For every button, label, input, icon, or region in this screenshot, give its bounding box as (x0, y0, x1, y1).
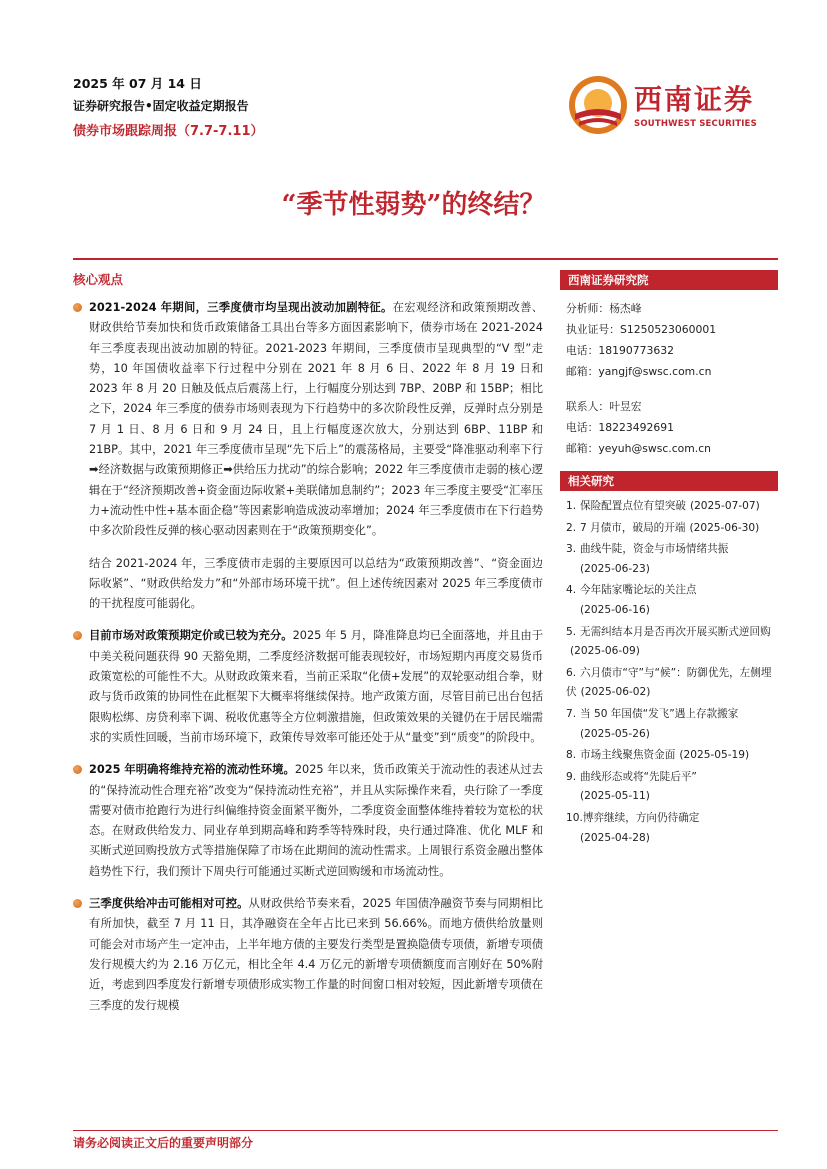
bullet-icon (73, 303, 82, 312)
related-index: 2. (566, 521, 577, 534)
footer-divider (73, 1130, 778, 1131)
related-date: (2025-05-26) (580, 727, 650, 740)
related-date: (2025-06-30) (689, 521, 760, 534)
contact-row (566, 340, 778, 361)
related-item[interactable] (566, 746, 778, 766)
report-type: 证券研究报告•固定收益定期报告 (73, 99, 249, 113)
contact-row (566, 396, 778, 417)
core-paragraph (73, 298, 543, 542)
core-paragraphs (73, 298, 543, 1016)
paragraph-text: 在宏观经济和政策预期改善、财政供给节奏加快和货币政策储备工具出台等多方面因素影响下，债券市场在 2021-2024 年三季度表现出波动加剧的特征。2021-2023 年期间，三季度债市呈现典型的“V 型”走势，10 年国债收益率下行过程中分别在 2021 年 8 月 6 日、2022 年 8 月 19 日和 2023 年 8 月 20 日触及低点后震荡上行，上行幅度分别达到 7BP、20BP 和 15BP；相比之下，2024 年三季度的债券市场则表现为下行趋势中的多次阶段性反弹，反弹时点分别是 7 月 1 日、8 月 6 日和 9 月 24 日，且上行幅度逐次放大，分别达到 6BP、11BP 和 21BP。其中，2021 年三季度债市呈现“先下后上”的震荡格局，主要受“降准驱动利率下行➡经济数据与政策预期修正➡供给压力扰动”的综合影响；2022 年三季度债市走弱的核心逻辑在于“经济预期改善+资金面边际收紧+美联储加息制约”；2023 年三季度主要受“汇率压力+流动性中性+基本面企稳”等因素影响造成波动率增加；2024 年三季度债市在下行趋势中多次阶段性反弹的核心驱动因素则在于“政策预期变化”。 (89, 301, 543, 538)
core-heading: 核心观点 (73, 272, 124, 287)
paragraph-lead: 目前市场对政策预期定价或已较为充分。 (89, 629, 293, 643)
contact-row (566, 319, 778, 340)
sun-logo-icon (567, 74, 629, 136)
contact-label: 联系人： (566, 400, 610, 413)
core-paragraph (73, 554, 543, 615)
related-title: 六月债市“守”与“候”：防御优先，左侧埋伏 (566, 666, 772, 699)
contact-row (566, 361, 778, 382)
related-date: (2025-07-07) (689, 500, 760, 512)
footer-disclaimer: 请务必阅读正文后的重要声明部分 (73, 1136, 254, 1150)
contact-block (560, 290, 778, 459)
sidebar (560, 270, 778, 850)
contact-row (566, 438, 778, 459)
paragraph-lead: 2025 年明确将维持充裕的流动性环境。 (89, 763, 295, 777)
related-item[interactable] (566, 540, 778, 579)
bullet-icon (73, 631, 82, 640)
paragraph-text: 2025 年 5 月，降准降息均已全面落地，并且由于中美关税问题获得 90 天豁免期，二季度经济数据可能表现较好，市场短期内再度交易货币政策宽松的可能性不大。从财政政策来看，当前正采取“化债+发展”的双轮驱动组合拳，财政与货币政策的协同性在此框架下大概率将继续保持。地产政策方面，尽管目前已出台包括限购松绑、房贷利率下调、税收优惠等全方位刺激措施，但政策效果的关键仍在于居民端需求的实质性回暖，当前市场环境下，政策传导效率可能还处于从“量变”到“质变”的阶段中。 (89, 629, 543, 744)
contact-label: 电话： (566, 421, 599, 434)
institute-heading: 西南证券研究院 (560, 270, 778, 290)
paragraph-lead: 2021-2024 年期间，三季度债市均呈现出波动加剧特征。 (89, 301, 393, 314)
logo-english: SOUTHWEST SECURITIES (634, 119, 757, 129)
related-date: (2025-06-23) (580, 562, 650, 575)
report-title: “季节性弱势”的终结？ (281, 190, 546, 220)
related-title: 市场主线聚焦资金面 (580, 749, 676, 762)
contact-value[interactable]: yeyuh@swsc.com.cn (598, 442, 712, 455)
core-paragraph (73, 894, 543, 1016)
related-date: (2025-05-19) (679, 749, 750, 762)
contact-value: 杨杰峰 (609, 302, 642, 315)
contact-label: 电话： (566, 344, 599, 357)
related-date: (2025-06-16) (580, 603, 650, 616)
contact-value[interactable]: yangjf@swsc.com.cn (598, 365, 712, 378)
related-index: 4. (566, 584, 577, 597)
related-index: 6. (566, 666, 577, 679)
header-divider (73, 258, 778, 260)
contact-label: 分析师： (566, 302, 610, 315)
main-column (73, 270, 543, 1028)
related-item[interactable] (566, 519, 778, 539)
contact-label: 执业证号： (566, 323, 620, 336)
related-item[interactable] (566, 768, 778, 807)
related-list (560, 491, 778, 848)
related-item[interactable] (566, 497, 778, 517)
contact-label: 邮箱： (566, 365, 599, 378)
related-index: 3. (566, 543, 577, 556)
related-item[interactable] (566, 623, 778, 662)
related-index: 5. (566, 625, 577, 638)
contact-value: S1250523060001 (619, 323, 717, 336)
related-index: 1. (566, 500, 577, 512)
bullet-icon (73, 899, 82, 908)
report-date: 2025 年 07 月 14 日 (73, 76, 202, 91)
related-date: (2025-05-11) (580, 790, 650, 803)
core-paragraph (73, 626, 543, 748)
related-title: 7 月债市，破局的开端 (580, 521, 686, 534)
related-title: 曲线牛陡，资金与市场情绪共振 (580, 543, 729, 556)
related-title: 今年陆家嘴论坛的关注点 (580, 584, 697, 597)
related-item[interactable] (566, 581, 778, 620)
related-title: 曲线形态或将“先陡后平” (580, 770, 697, 783)
related-date: (2025-06-02) (580, 686, 651, 699)
bullet-icon (73, 765, 82, 774)
related-date: (2025-04-28) (580, 831, 650, 844)
contact-value: 18223492691 (598, 421, 674, 434)
related-index: 8. (566, 749, 577, 762)
company-logo (567, 74, 772, 136)
related-date: (2025-06-09) (570, 645, 640, 658)
logo-name: 西南证券 (634, 83, 755, 116)
contact-value: 叶昱宏 (609, 400, 642, 413)
paragraph-lead: 三季度供给冲击可能相对可控。 (89, 897, 249, 911)
related-title: 博弈继续，方向仍待确定 (582, 811, 700, 824)
related-index: 9. (566, 770, 577, 783)
related-item[interactable] (566, 664, 778, 703)
contact-value: 18190773632 (598, 344, 674, 357)
contact-row (566, 298, 778, 319)
related-title: 无需纠结本月是否再次开展买断式逆回购 (580, 625, 771, 638)
paragraph-text: 结合 2021-2024 年，三季度债市走弱的主要原因可以总结为“政策预期改善”、“资金面边际收紧”、“财政供给发力”和“外部市场环境干扰”。但上述传统因素对 2025 年三季度债市的干扰程度可能弱化。 (89, 556, 543, 611)
core-paragraph (73, 760, 543, 882)
related-item[interactable] (566, 809, 778, 848)
related-heading: 相关研究 (560, 471, 778, 491)
contact-label: 邮箱： (566, 442, 599, 455)
paragraph-text: 从财政供给节奏来看，2025 年国债净融资节奏与同期相比有所加快，截至 7 月 11 日，其净融资在全年占比已来到 56.66%。而地方债供给放量则可能会对市场产生一定冲击，上半年地方债的主要发行类型是置换隐债专项债，新增专项债发行规模大约为 2.16 万亿元，相比全年 4.4 万亿元的新增专项债额度而言刚好在 50%附近，考虑到四季度发行新增专项债形成实物工作量的时间窗口相对较短，因此新增专项债在三季度的发行规模 (89, 897, 543, 1012)
related-item[interactable] (566, 705, 778, 744)
paragraph-text: 2025 年以来，货币政策关于流动性的表述从过去的“保持流动性合理充裕”改变为“保持流动性充裕”，并且从实际操作来看，央行除了一季度需要对债市抢跑行为进行纠偏维持资金面紧平衡外，二季度资金面整体维持着较为宽松的状态。在财政供给发力、同业存单到期高峰和跨季等特殊时段，央行通过降准、优化 MLF 和买断式逆回购投放方式等措施保障了市场在此期间的流动性需求。上周银行系资金融出整体趋势性下行，我们预计下周央行可能通过买断式逆回购缓和市场流动性。 (89, 763, 543, 878)
related-index: 7. (566, 707, 577, 720)
related-title: 保险配置点位有望突破 (580, 500, 686, 512)
contact-row (566, 417, 778, 438)
related-index: 10. (566, 811, 583, 824)
report-series: 债券市场跟踪周报（7.7-7.11） (73, 124, 264, 139)
related-title: 当 50 年国债“发飞”遇上存款搬家 (580, 707, 739, 720)
